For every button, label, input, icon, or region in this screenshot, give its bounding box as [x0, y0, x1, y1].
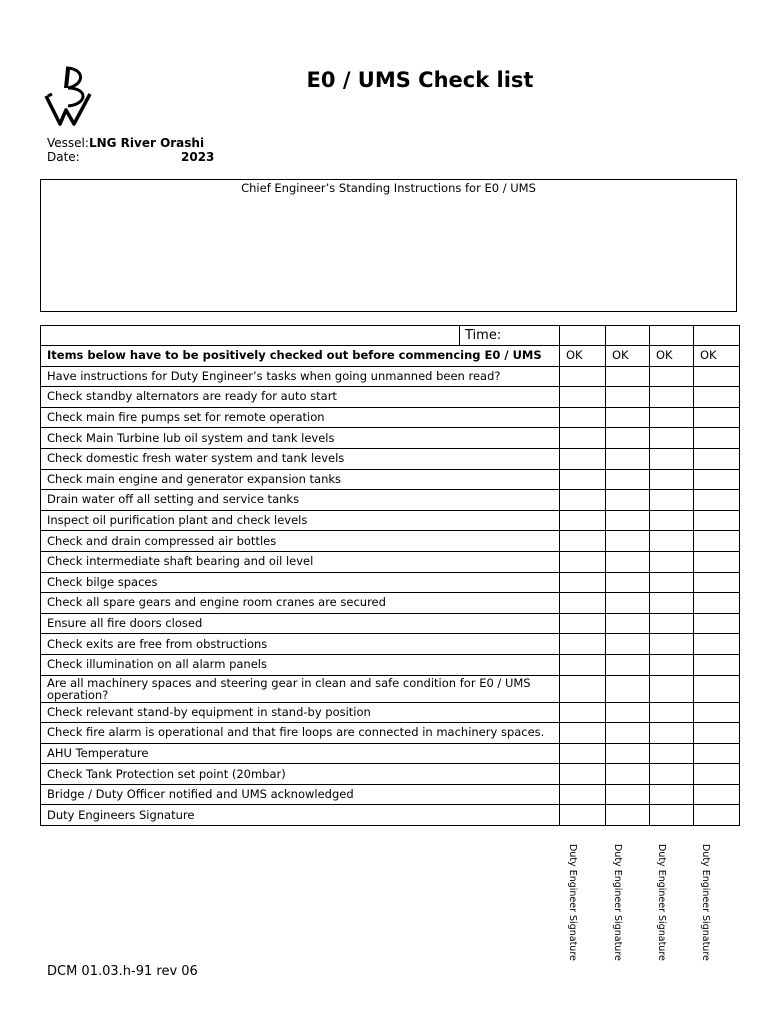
check-cell[interactable]	[694, 448, 740, 469]
checklist-item-row	[41, 805, 740, 826]
check-cell[interactable]	[650, 702, 694, 723]
check-cell[interactable]	[694, 531, 740, 552]
checklist-item-text: Check main fire pumps set for remote operation	[41, 407, 560, 428]
checklist-item-text: Check main engine and generator expansion tanks	[41, 469, 560, 490]
check-cell[interactable]	[694, 572, 740, 593]
check-cell[interactable]	[606, 551, 650, 572]
check-cell[interactable]	[650, 572, 694, 593]
signature-label-4: Duty Engineer Signature	[700, 844, 711, 961]
checklist-item-text: Check bilge spaces	[41, 572, 560, 593]
checklist-item-text: Inspect oil purification plant and check levels	[41, 510, 560, 531]
checklist-item-text: Check exits are free from obstructions	[41, 634, 560, 655]
time-blank-cell	[41, 326, 460, 346]
check-cell[interactable]	[650, 805, 694, 826]
check-cell[interactable]	[650, 743, 694, 764]
document-reference: DCM 01.03.h-91 rev 06	[47, 964, 198, 979]
check-cell[interactable]	[560, 448, 606, 469]
signature-label-3: Duty Engineer Signature	[656, 844, 667, 961]
checklist-item-text: Ensure all fire doors closed	[41, 613, 560, 634]
check-cell[interactable]	[694, 805, 740, 826]
check-cell[interactable]	[650, 510, 694, 531]
checklist-item-row	[41, 572, 740, 593]
checklist-item-row	[41, 675, 740, 702]
checklist-item-text: AHU Temperature	[41, 743, 560, 764]
check-cell[interactable]	[606, 723, 650, 744]
page-title: E0 / UMS Check list	[306, 68, 534, 92]
check-cell[interactable]	[650, 613, 694, 634]
checklist-item-row	[41, 366, 740, 387]
signature-label-2: Duty Engineer Signature	[612, 844, 623, 961]
time-row	[41, 326, 740, 346]
check-cell[interactable]	[606, 531, 650, 552]
check-cell[interactable]	[694, 613, 740, 634]
checklist-item-row	[41, 654, 740, 675]
checklist-item-row	[41, 510, 740, 531]
checklist-item-row	[41, 764, 740, 785]
checklist-item-text: Check relevant stand-by equipment in stand-by position	[41, 702, 560, 723]
time-label: Time:	[460, 326, 560, 346]
checklist-item-text: Check Tank Protection set point (20mbar)	[41, 764, 560, 785]
check-cell[interactable]	[560, 654, 606, 675]
checklist-item-row	[41, 613, 740, 634]
checklist-item-text: Check standby alternators are ready for auto start	[41, 387, 560, 408]
check-cell[interactable]	[560, 366, 606, 387]
check-cell[interactable]	[650, 387, 694, 408]
time-input-cell[interactable]	[650, 326, 694, 346]
check-cell[interactable]	[560, 593, 606, 614]
check-cell[interactable]	[694, 593, 740, 614]
checklist-item-text: Check fire alarm is operational and that fire loops are connected in machinery spaces.	[41, 723, 560, 744]
check-cell[interactable]	[650, 784, 694, 805]
check-cell[interactable]	[650, 723, 694, 744]
check-cell[interactable]	[560, 469, 606, 490]
ok-label: OK	[606, 346, 650, 367]
check-cell[interactable]	[560, 490, 606, 511]
check-cell[interactable]	[694, 510, 740, 531]
checklist-header-text: Items below have to be positively checked out before commencing E0 / UMS	[41, 346, 560, 367]
checklist-item-text: Check Main Turbine lub oil system and tank levels	[41, 428, 560, 449]
check-cell[interactable]	[650, 448, 694, 469]
check-cell[interactable]	[694, 702, 740, 723]
standing-instructions-title: Chief Engineer’s Standing Instructions for E0 / UMS	[241, 181, 536, 195]
check-cell[interactable]	[560, 743, 606, 764]
check-cell[interactable]	[560, 407, 606, 428]
check-cell[interactable]	[694, 743, 740, 764]
check-cell[interactable]	[650, 675, 694, 702]
check-cell[interactable]	[650, 469, 694, 490]
check-cell[interactable]	[694, 490, 740, 511]
check-cell[interactable]	[694, 654, 740, 675]
check-cell[interactable]	[694, 784, 740, 805]
checklist-item-text: Check and drain compressed air bottles	[41, 531, 560, 552]
checklist-item-text: Drain water off all setting and service tanks	[41, 490, 560, 511]
checklist-item-row	[41, 634, 740, 655]
check-cell[interactable]	[606, 469, 650, 490]
check-cell[interactable]	[694, 764, 740, 785]
check-cell[interactable]	[694, 428, 740, 449]
check-cell[interactable]	[650, 593, 694, 614]
check-cell[interactable]	[606, 702, 650, 723]
checklist-item-row	[41, 551, 740, 572]
check-cell[interactable]	[560, 784, 606, 805]
check-cell[interactable]	[560, 675, 606, 702]
check-cell[interactable]	[560, 551, 606, 572]
ok-label: OK	[560, 346, 606, 367]
check-cell[interactable]	[694, 551, 740, 572]
check-cell[interactable]	[694, 723, 740, 744]
check-cell[interactable]	[650, 407, 694, 428]
check-cell[interactable]	[606, 743, 650, 764]
check-cell[interactable]	[606, 634, 650, 655]
check-cell[interactable]	[694, 387, 740, 408]
check-cell[interactable]	[560, 387, 606, 408]
checklist-header-row	[41, 346, 740, 367]
check-cell[interactable]	[560, 764, 606, 785]
check-cell[interactable]	[650, 428, 694, 449]
time-input-cell[interactable]	[606, 326, 650, 346]
check-cell[interactable]	[560, 510, 606, 531]
checklist-item-row	[41, 723, 740, 744]
checklist-item-row	[41, 593, 740, 614]
check-cell[interactable]	[650, 764, 694, 785]
check-cell[interactable]	[694, 675, 740, 702]
check-cell[interactable]	[606, 805, 650, 826]
date-row	[47, 150, 215, 164]
vessel-label: Vessel:	[47, 136, 89, 150]
date-label: Date:	[47, 150, 80, 164]
check-cell[interactable]	[560, 572, 606, 593]
check-cell[interactable]	[606, 387, 650, 408]
check-cell[interactable]	[650, 654, 694, 675]
check-cell[interactable]	[606, 593, 650, 614]
time-input-cell[interactable]	[560, 326, 606, 346]
date-value: 2023	[181, 150, 215, 164]
checklist-item-row	[41, 469, 740, 490]
check-cell[interactable]	[606, 448, 650, 469]
standing-instructions-box[interactable]	[40, 179, 737, 312]
checklist-item-text: Check intermediate shaft bearing and oil level	[41, 551, 560, 572]
checklist-item-text: Are all machinery spaces and steering gear in clean and safe condition for E0 / UMS operation?	[41, 675, 560, 702]
ok-label: OK	[650, 346, 694, 367]
check-cell[interactable]	[560, 634, 606, 655]
vessel-value: LNG River Orashi	[88, 136, 205, 150]
check-cell[interactable]	[606, 675, 650, 702]
check-cell[interactable]	[694, 634, 740, 655]
check-cell[interactable]	[606, 613, 650, 634]
checklist-item-row	[41, 407, 740, 428]
check-cell[interactable]	[694, 366, 740, 387]
check-cell[interactable]	[694, 407, 740, 428]
time-input-cell[interactable]	[694, 326, 740, 346]
checklist-item-row	[41, 428, 740, 449]
check-cell[interactable]	[650, 551, 694, 572]
checklist-item-row	[41, 448, 740, 469]
check-cell[interactable]	[560, 805, 606, 826]
checklist-item-row	[41, 743, 740, 764]
ok-label: OK	[694, 346, 740, 367]
check-cell[interactable]	[694, 469, 740, 490]
checklist-item-row	[41, 531, 740, 552]
check-cell[interactable]	[650, 366, 694, 387]
signature-label-1: Duty Engineer Signature	[567, 844, 578, 961]
checklist-item-text: Duty Engineers Signature	[41, 805, 560, 826]
check-cell[interactable]	[650, 490, 694, 511]
check-cell[interactable]	[606, 490, 650, 511]
check-cell[interactable]	[606, 366, 650, 387]
check-cell[interactable]	[606, 428, 650, 449]
check-cell[interactable]	[560, 702, 606, 723]
check-cell[interactable]	[560, 428, 606, 449]
checklist-item-row	[41, 784, 740, 805]
check-cell[interactable]	[606, 764, 650, 785]
check-cell[interactable]	[606, 407, 650, 428]
checklist-item-text: Check all spare gears and engine room cranes are secured	[41, 593, 560, 614]
checklist-item-row	[41, 490, 740, 511]
checklist-table	[40, 325, 740, 826]
vessel-row	[47, 136, 204, 150]
checklist-item-text: Check domestic fresh water system and tank levels	[41, 448, 560, 469]
check-cell[interactable]	[606, 510, 650, 531]
checklist-item-text: Bridge / Duty Officer notified and UMS acknowledged	[41, 784, 560, 805]
checklist-item-text: Check illumination on all alarm panels	[41, 654, 560, 675]
check-cell[interactable]	[606, 572, 650, 593]
check-cell[interactable]	[560, 723, 606, 744]
checklist-item-row	[41, 702, 740, 723]
check-cell[interactable]	[606, 654, 650, 675]
checklist-item-text: Have instructions for Duty Engineer’s tasks when going unmanned been read?	[41, 366, 560, 387]
checklist-item-row	[41, 387, 740, 408]
check-cell[interactable]	[606, 784, 650, 805]
check-cell[interactable]	[650, 531, 694, 552]
check-cell[interactable]	[650, 634, 694, 655]
check-cell[interactable]	[560, 531, 606, 552]
check-cell[interactable]	[560, 613, 606, 634]
